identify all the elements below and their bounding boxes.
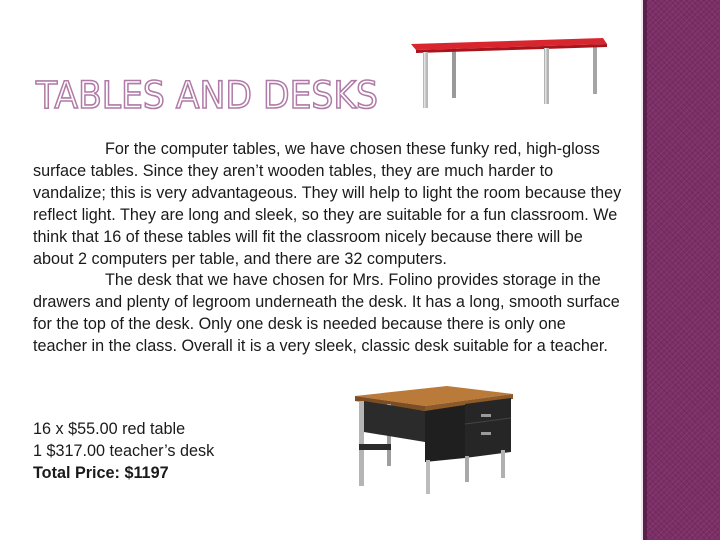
drawer-handle-top xyxy=(481,414,491,417)
table-leg-back-right xyxy=(593,46,597,94)
teacher-desk-image xyxy=(343,384,513,498)
slide-title: TABLES AND DESKS xyxy=(35,74,378,116)
decorative-side-band xyxy=(641,0,720,540)
desk-leg-left xyxy=(359,401,364,486)
price-list xyxy=(33,419,214,485)
table-leg-back-left xyxy=(452,46,456,98)
side-band-edge xyxy=(643,0,647,540)
slide-body xyxy=(33,139,623,358)
price-line-tables: 16 x $55.00 red table xyxy=(33,420,186,438)
desk-leg-right-front xyxy=(426,460,430,494)
desk-pedestal xyxy=(465,398,511,458)
desk-leg-right-side xyxy=(501,450,505,478)
red-table-image xyxy=(408,36,608,112)
drawer-handle-bottom xyxy=(481,432,491,435)
slide-title-graphic xyxy=(34,68,384,116)
price-line-desk: 1 $317.00 teacher’s desk xyxy=(33,441,215,460)
price-total: Total Price: $1197 xyxy=(33,463,169,482)
paragraph-desk: The desk that we have chosen for Mrs. Folino provides storage in the drawers and plenty of legroom underneath the desk. It has a long, smooth surface for the top of the desk. Only one desk is needed because there is only one teacher in the class. Overall it is a very sleek, classic desk suitable for a teacher. xyxy=(33,271,620,356)
paragraph-tables: For the computer tables, we have chosen these funky red, high-gloss surface tables. Since they aren’t wooden tables, they are much harder to vandalize; this is very advantageous. They will help to light the room because they reflect light. They are long and sleek, so they are suitable for a fun classroom. We think that 16 of these tables will fit the classroom nicely because there will be about 2 computers per table, and there are 32 computers. xyxy=(33,140,622,268)
